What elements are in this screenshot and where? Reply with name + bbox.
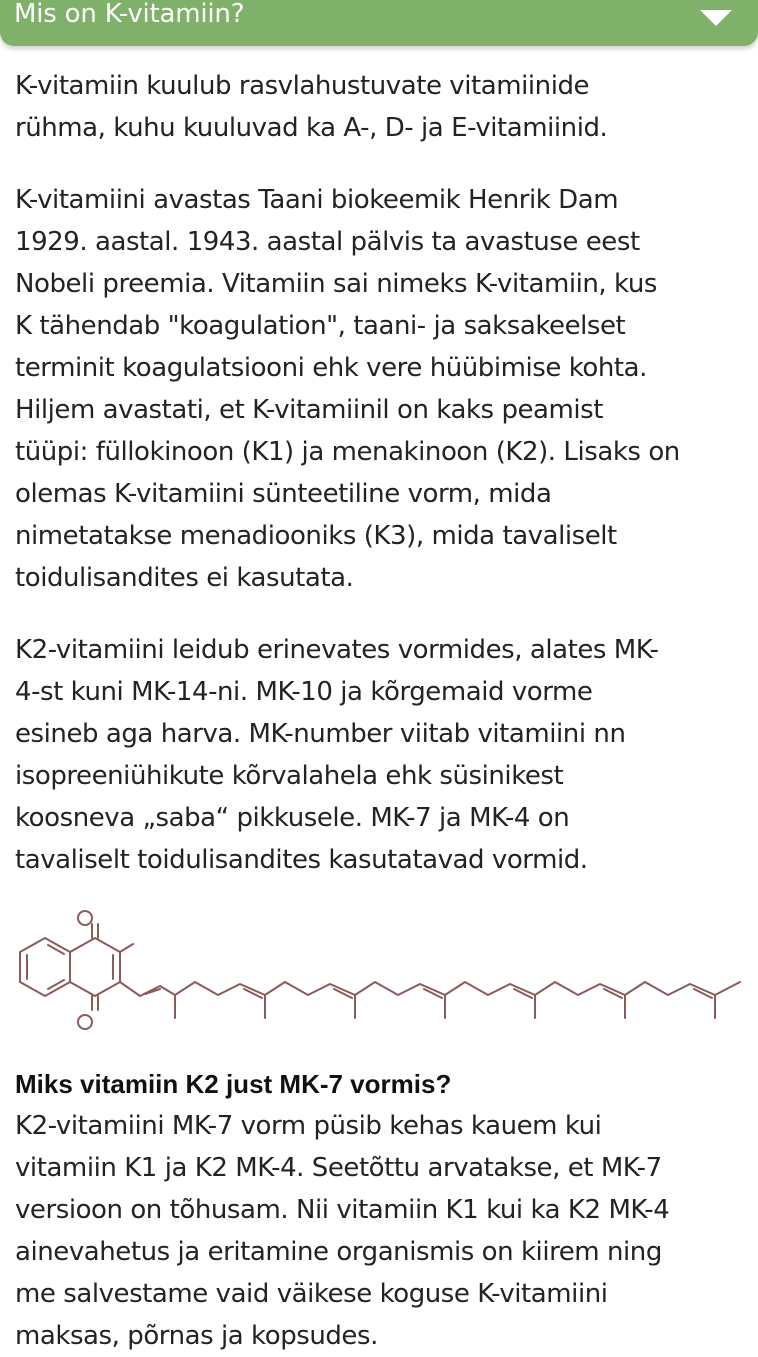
chevron-down-icon[interactable] <box>700 10 732 26</box>
paragraph-mk7: K2-vitamiini MK-7 vorm püsib kehas kauem kui vitamiin K1 ja K2 MK-4. Seetõttu arvatakse, et MK-7 versioon on tõhusam. Nii vitamiin K1 kui ka K2 MK-4 ainevahetus ja eritamine organismis on kiirem ning me salvestame vaid väikese koguse K-vitamiini maksas, põrnas ja kopsudes. <box>15 1111 670 1351</box>
section-subheading: Miks vitamiin K2 just MK-7 vormis? <box>15 1069 452 1099</box>
accordion-title: Mis on K-vitamiin? <box>14 0 245 29</box>
mk7-molecule-structure-image <box>0 900 758 1040</box>
paragraph-k2-forms: K2-vitamiini leidub erinevates vormides, alates MK- 4-st kuni MK-14-ni. MK-10 ja kõrgemaid vorme esineb aga harva. MK-number viitab vitamiini nn isopreeniühikute kõrvalahela ehk süsinikest koosneva „saba“ pikkusele. MK-7 ja MK-4 on tavaliselt toidulisandites kasutatavad vormid. <box>15 635 659 875</box>
accordion-header[interactable] <box>0 0 758 46</box>
paragraph-intro: K-vitamiin kuulub rasvlahustuvate vitamiinide rühma, kuhu kuuluvad ka A-, D- ja E-vitamiinid. <box>15 71 608 143</box>
paragraph-discovery: K-vitamiini avastas Taani biokeemik Henrik Dam 1929. aastal. 1943. aastal pälvis ta avastuse eest Nobeli preemia. Vitamiin sai nimeks K-vitamiin, kus K tähendab "koagulation", taani- ja saksakeelset terminit koagulatsiooni ehk vere hüübimise kohta. Hiljem avastati, et K-vitamiinil on kaks peamist tüüpi: füllokinoon (K1) ja menakinoon (K2). Lisaks on olemas K-vitamiini sünteetiline vorm, mida nimetatakse menadiooniks (K3), mida tavaliselt toidulisandites ei kasutata. <box>15 185 680 593</box>
